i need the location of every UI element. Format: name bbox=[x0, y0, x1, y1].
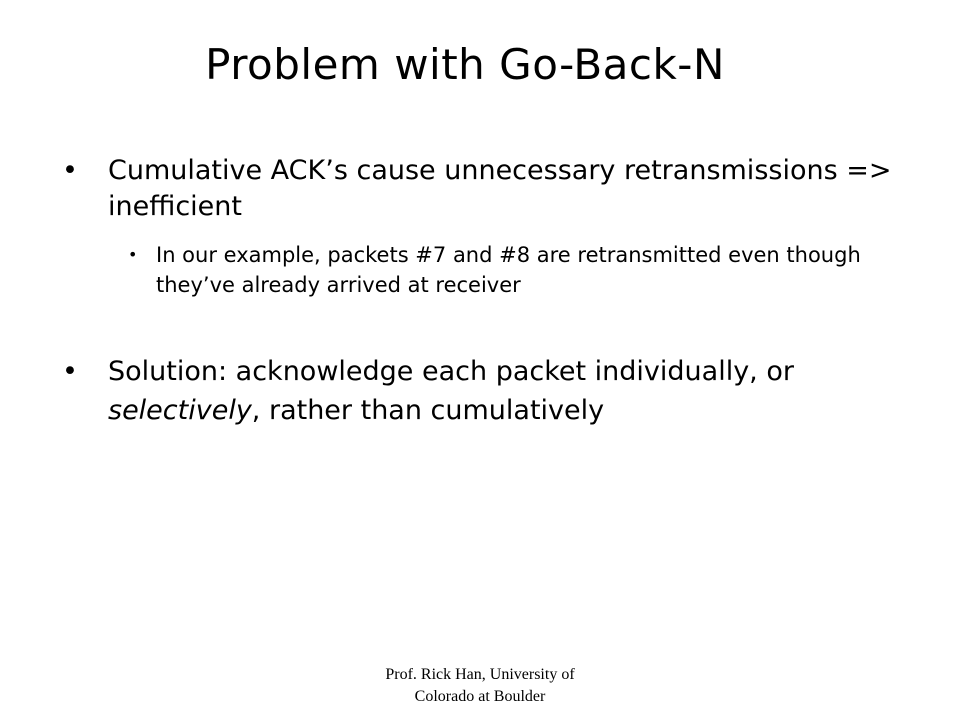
bullet-text: Cumulative ACK’s cause unnecessary retransmissions => inefficient bbox=[108, 155, 892, 222]
slide-title: Problem with Go-Back-N bbox=[205, 40, 725, 89]
bullet-item-solution bbox=[62, 352, 892, 430]
bullet-text-part: , rather than cumulatively bbox=[251, 395, 605, 426]
footer-line: Colorado at Boulder bbox=[414, 688, 546, 705]
sub-bullet-marker: • bbox=[128, 245, 138, 264]
footer-line: Prof. Rick Han, University of bbox=[385, 666, 575, 683]
slide-footer bbox=[330, 664, 630, 708]
bullet-text bbox=[108, 352, 892, 430]
bullet-item-cumulative-ack bbox=[62, 153, 892, 225]
bullet-marker: • bbox=[62, 155, 78, 186]
bullet-text-part: Solution: acknowledge each packet individually, or bbox=[108, 356, 794, 387]
bullet-marker: • bbox=[62, 356, 78, 387]
bullet-text-emphasis: selectively bbox=[108, 395, 252, 426]
sub-bullet-text: In our example, packets #7 and #8 are retransmitted even though they’ve already arrived at receiver bbox=[156, 243, 861, 297]
sub-bullet-item-example bbox=[128, 240, 898, 300]
